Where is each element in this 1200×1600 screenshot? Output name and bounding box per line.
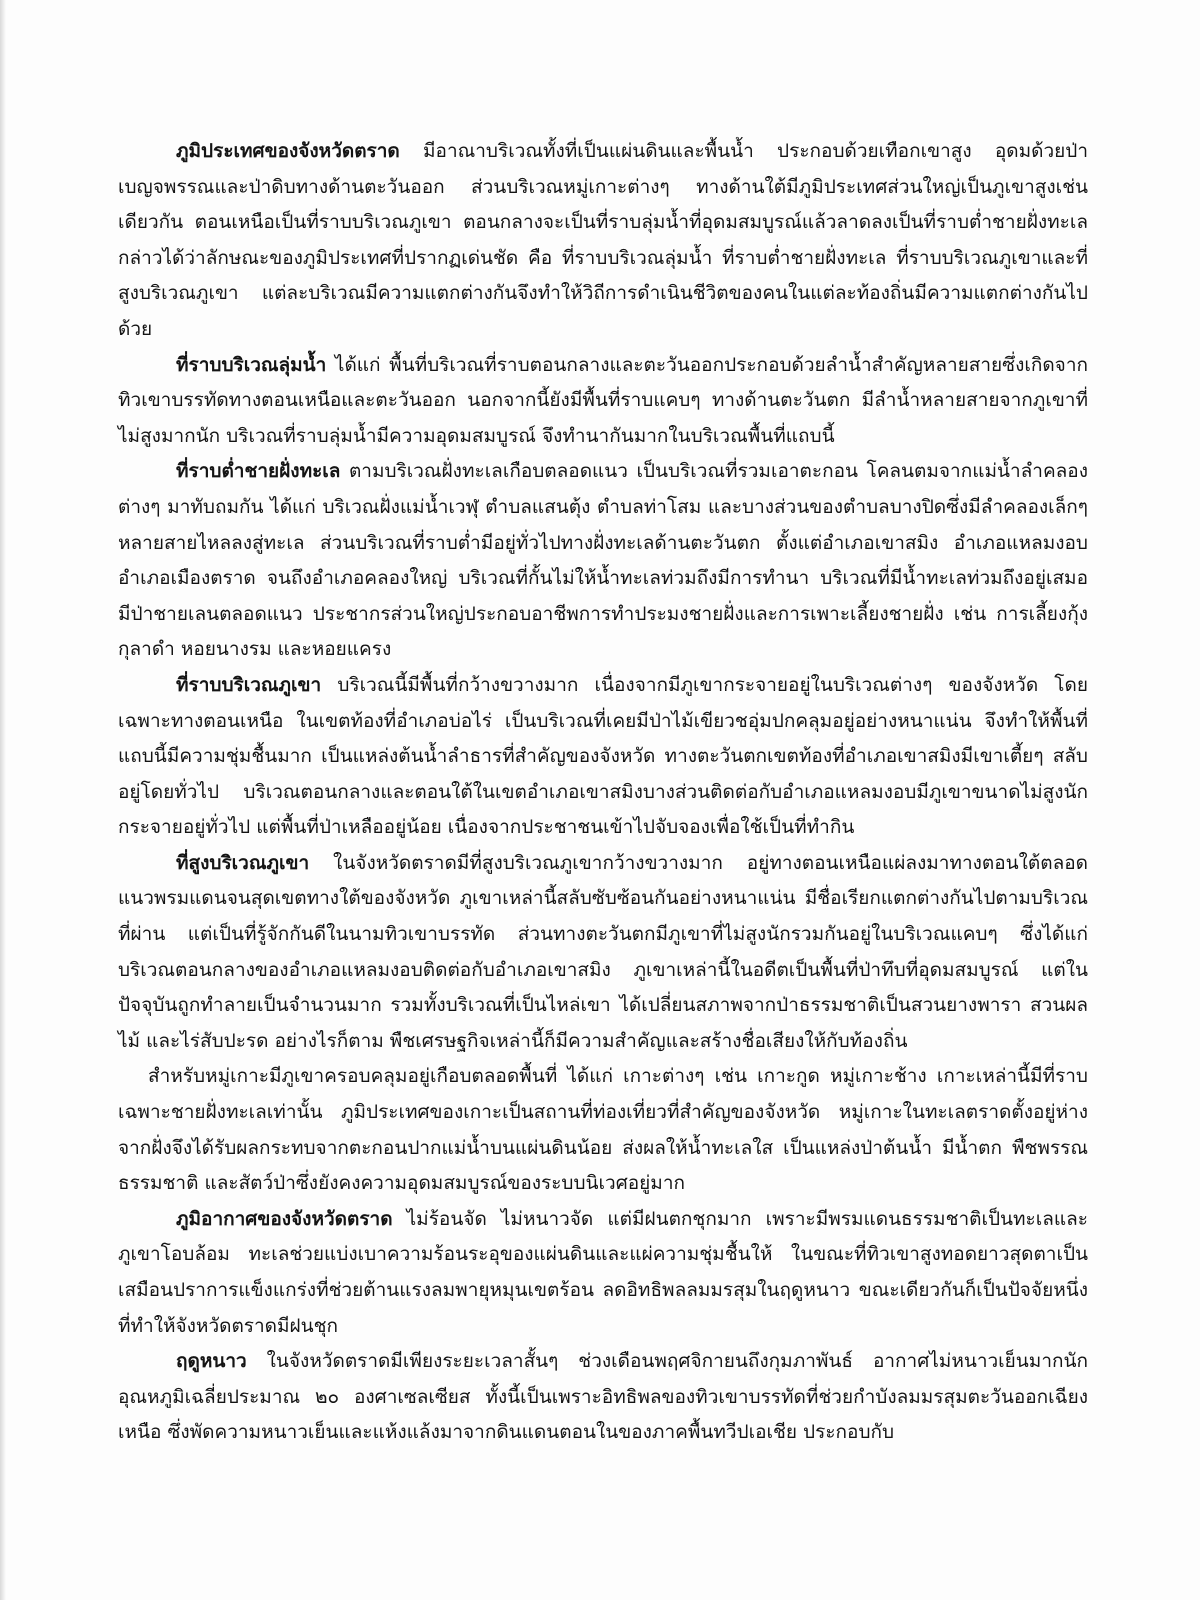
paragraph-heading: ที่ราบบริเวณภูเขา bbox=[176, 673, 322, 696]
paragraph-text: ได้แก่ พื้นที่บริเวณที่ราบตอนกลางและตะวันออกประกอบด้วยลำน้ำสำคัญหลายสายซึ่งเกิดจากทิวเขาบรรทัดทางตอนเหนือและตะวันออก นอกจากนี้ยังมีพื้นที่ราบแคบๆ ทางด้านตะวันตก มีลำน้ำหลายสายจากภูเขาที่ไม่สูงมากนัก บริเวณที่ราบลุ่มน้ำมีความอุดมสมบูรณ์ จึงทำนากันมากในบริเวณพื้นที่แถบนี้ bbox=[118, 353, 1088, 447]
paragraph-coastal-lowland bbox=[118, 454, 1088, 668]
paragraph-text: ตามบริเวณฝั่งทะเลเกือบตลอดแนว เป็นบริเวณที่รวมเอาตะกอน โคลนตมจากแม่น้ำลำคลองต่างๆ มาทับถมกัน ได้แก่ บริเวณฝั่งแม่น้ำเวฬุ ตำบลแสนตุ้ง ตำบลท่าโสม และบางส่วนของตำบลบางปิดซึ่งมีลำคลองเล็กๆ หลายสายไหลลงสู่ทะเล ส่วนบริเวณที่ราบต่ำมีอยู่ทั่วไปทางฝั่งทะเลด้านตะวันตก ตั้งแต่อำเภอเขาสมิง อำเภอแหลมงอบ อำเภอเมืองตราด จนถึงอำเภอคลองใหญ่ บริเวณที่กั้นไม่ให้น้ำทะเลท่วมถึงมีการทำนา บริเวณที่มีน้ำทะเลท่วมถึงอยู่เสมอ มีป่าชายเลนตลอดแนว ประชากรส่วนใหญ่ประกอบอาชีพการทำประมงชายฝั่งและการเพาะเลี้ยงชายฝั่ง เช่น การเลี้ยงกุ้งกุลาดำ หอยนางรม และหอยแครง bbox=[118, 460, 1088, 661]
paragraph-text: บริเวณนี้มีพื้นที่กว้างขวางมาก เนื่องจากมีภูเขากระจายอยู่ในบริเวณต่างๆ ของจังหวัด โดยเฉพาะทางตอนเหนือ ในเขตท้องที่อำเภอบ่อไร่ เป็นบริเวณที่เคยมีป่าไม้เขียวชอุ่มปกคลุมอยู่อย่างหนาแน่น จึงทำให้พื้นที่แถบนี้มีความชุ่มชื้นมาก เป็นแหล่งต้นน้ำลำธารที่สำคัญของจังหวัด ทางตะวันตกเขตท้องที่อำเภอเขาสมิงมีเขาเตี้ยๆ สลับอยู่โดยทั่วไป บริเวณตอนกลางและตอนใต้ในเขตอำเภอเขาสมิงบางส่วนติดต่อกับอำเภอแหลมงอบมีภูเขาขนาดไม่สูงนักกระจายอยู่ทั่วไป แต่พื้นที่ป่าเหลืออยู่น้อย เนื่องจากประชาชนเข้าไปจับจองเพื่อใช้เป็นที่ทำกิน bbox=[118, 673, 1088, 839]
document-body bbox=[118, 134, 1088, 1451]
paragraph-text: ไม่ร้อนจัด ไม่หนาวจัด แต่มีฝนตกชุกมาก เพราะมีพรมแดนธรรมชาติเป็นทะเลและภูเขาโอบล้อม ทะเลช่วยแบ่งเบาความร้อนระอุของแผ่นดินและแผ่ความชุ่มชื้นให้ ในขณะที่ทิวเขาสูงทอดยาวสุดตาเป็นเสมือนปราการแข็งแกร่งที่ช่วยต้านแรงลมพายุหมุนเขตร้อน ลดอิทธิพลลมมรสุมในฤดูหนาว ขณะเดียวกันก็เป็นปัจจัยหนึ่งที่ทำให้จังหวัดตราดมีฝนชุก bbox=[118, 1207, 1088, 1337]
paragraph-river-plain bbox=[118, 348, 1088, 455]
paragraph-heading: ที่ราบต่ำชายฝั่งทะเล bbox=[176, 460, 341, 483]
paragraph-islands bbox=[118, 1059, 1088, 1201]
paragraph-heading: ภูมิอากาศของจังหวัดตราด bbox=[176, 1207, 393, 1230]
paragraph-heading: ภูมิประเทศของจังหวัดตราด bbox=[176, 140, 400, 162]
paragraph-topography bbox=[118, 134, 1088, 348]
paragraph-text: สำหรับหมู่เกาะมีภูเขาครอบคลุมอยู่เกือบตลอดพื้นที่ ได้แก่ เกาะต่างๆ เช่น เกาะกูด หมู่เกาะช้าง เกาะเหล่านี้มีที่ราบเฉพาะชายฝั่งทะเลเท่านั้น ภูมิประเทศของเกาะเป็นสถานที่ท่องเที่ยวที่สำคัญของจังหวัด หมู่เกาะในทะเลตราดตั้งอยู่ห่างจากฝั่งจึงได้รับผลกระทบจากตะกอนปากแม่น้ำบนแผ่นดินน้อย ส่งผลให้น้ำทะเลใส เป็นแหล่งป่าต้นน้ำ มีน้ำตก พืชพรรณธรรมชาติ และสัตว์ป่าซึ่งยังคงความอุดมสมบูรณ์ของระบบนิเวศอยู่มาก bbox=[118, 1065, 1088, 1195]
paragraph-text: มีอาณาบริเวณทั้งที่เป็นแผ่นดินและพื้นน้ำ ประกอบด้วยเทือกเขาสูง อุดมด้วยป่าเบญจพรรณและป่าดิบทางด้านตะวันออก ส่วนบริเวณหมู่เกาะต่างๆ ทางด้านใต้มีภูมิประเทศส่วนใหญ่เป็นภูเขาสูงเช่นเดียวกัน ตอนเหนือเป็นที่ราบบริเวณภูเขา ตอนกลางจะเป็นที่ราบลุ่มน้ำที่อุดมสมบูรณ์แล้วลาดลงเป็นที่ราบต่ำชายฝั่งทะเล กล่าวได้ว่าลักษณะของภูมิประเทศที่ปรากฏเด่นชัด คือ ที่ราบบริเวณลุ่มน้ำ ที่ราบต่ำชายฝั่งทะเล ที่ราบบริเวณภูเขาและที่สูงบริเวณภูเขา แต่ละบริเวณมีความแตกต่างกันจึงทำให้วิถีการดำเนินชีวิตของคนในแต่ละท้องถิ่นมีความแตกต่างกันไปด้วย bbox=[118, 140, 1088, 340]
page-edge-shadow bbox=[0, 0, 6, 1600]
paragraph-highland bbox=[118, 846, 1088, 1060]
paragraph-heading: ที่ราบบริเวณลุ่มน้ำ bbox=[176, 353, 327, 376]
paragraph-heading: ที่สูงบริเวณภูเขา bbox=[176, 851, 310, 874]
paragraph-text: ในจังหวัดตราดมีที่สูงบริเวณภูเขากว้างขวางมาก อยู่ทางตอนเหนือแผ่ลงมาทางตอนใต้ตลอดแนวพรมแดนจนสุดเขตทางใต้ของจังหวัด ภูเขาเหล่านี้สลับซับซ้อนกันอย่างหนาแน่น มีชื่อเรียกแตกต่างกันไปตามบริเวณที่ผ่าน แต่เป็นที่รู้จักกันดีในนามทิวเขาบรรทัด ส่วนทางตะวันตกมีภูเขาที่ไม่สูงนักรวมกันอยู่ในบริเวณแคบๆ ซึ่งได้แก่ บริเวณตอนกลางของอำเภอแหลมงอบติดต่อกับอำเภอเขาสมิง ภูเขาเหล่านี้ในอดีตเป็นพื้นที่ป่าทึบที่อุดมสมบูรณ์ แต่ในปัจจุบันถูกทำลายเป็นจำนวนมาก รวมทั้งบริเวณที่เป็นไหล่เขา ได้เปลี่ยนสภาพจากป่าธรรมชาติเป็นสวนยางพารา สวนผลไม้ และไร่สับปะรด อย่างไรก็ตาม พืชเศรษฐกิจเหล่านี้ก็มีความสำคัญและสร้างชื่อเสียงให้กับท้องถิ่น bbox=[118, 851, 1088, 1052]
paragraph-heading: ฤดูหนาว bbox=[176, 1350, 247, 1373]
paragraph-winter bbox=[118, 1344, 1088, 1451]
paragraph-text: ในจังหวัดตราดมีเพียงระยะเวลาสั้นๆ ช่วงเดือนพฤศจิกายนถึงกุมภาพันธ์ อากาศไม่หนาวเย็นมากนัก อุณหภูมิเฉลี่ยประมาณ ๒๐ องศาเซลเซียส ทั้งนี้เป็นเพราะอิทธิพลของทิวเขาบรรทัดที่ช่วยกำบังลมมรสุมตะวันออกเฉียงเหนือ ซึ่งพัดความหนาวเย็นและแห้งแล้งมาจากดินแดนตอนในของภาคพื้นทวีปเอเชีย ประกอบกับ bbox=[118, 1350, 1088, 1444]
paragraph-mountain-plain bbox=[118, 668, 1088, 846]
paragraph-climate bbox=[118, 1202, 1088, 1344]
